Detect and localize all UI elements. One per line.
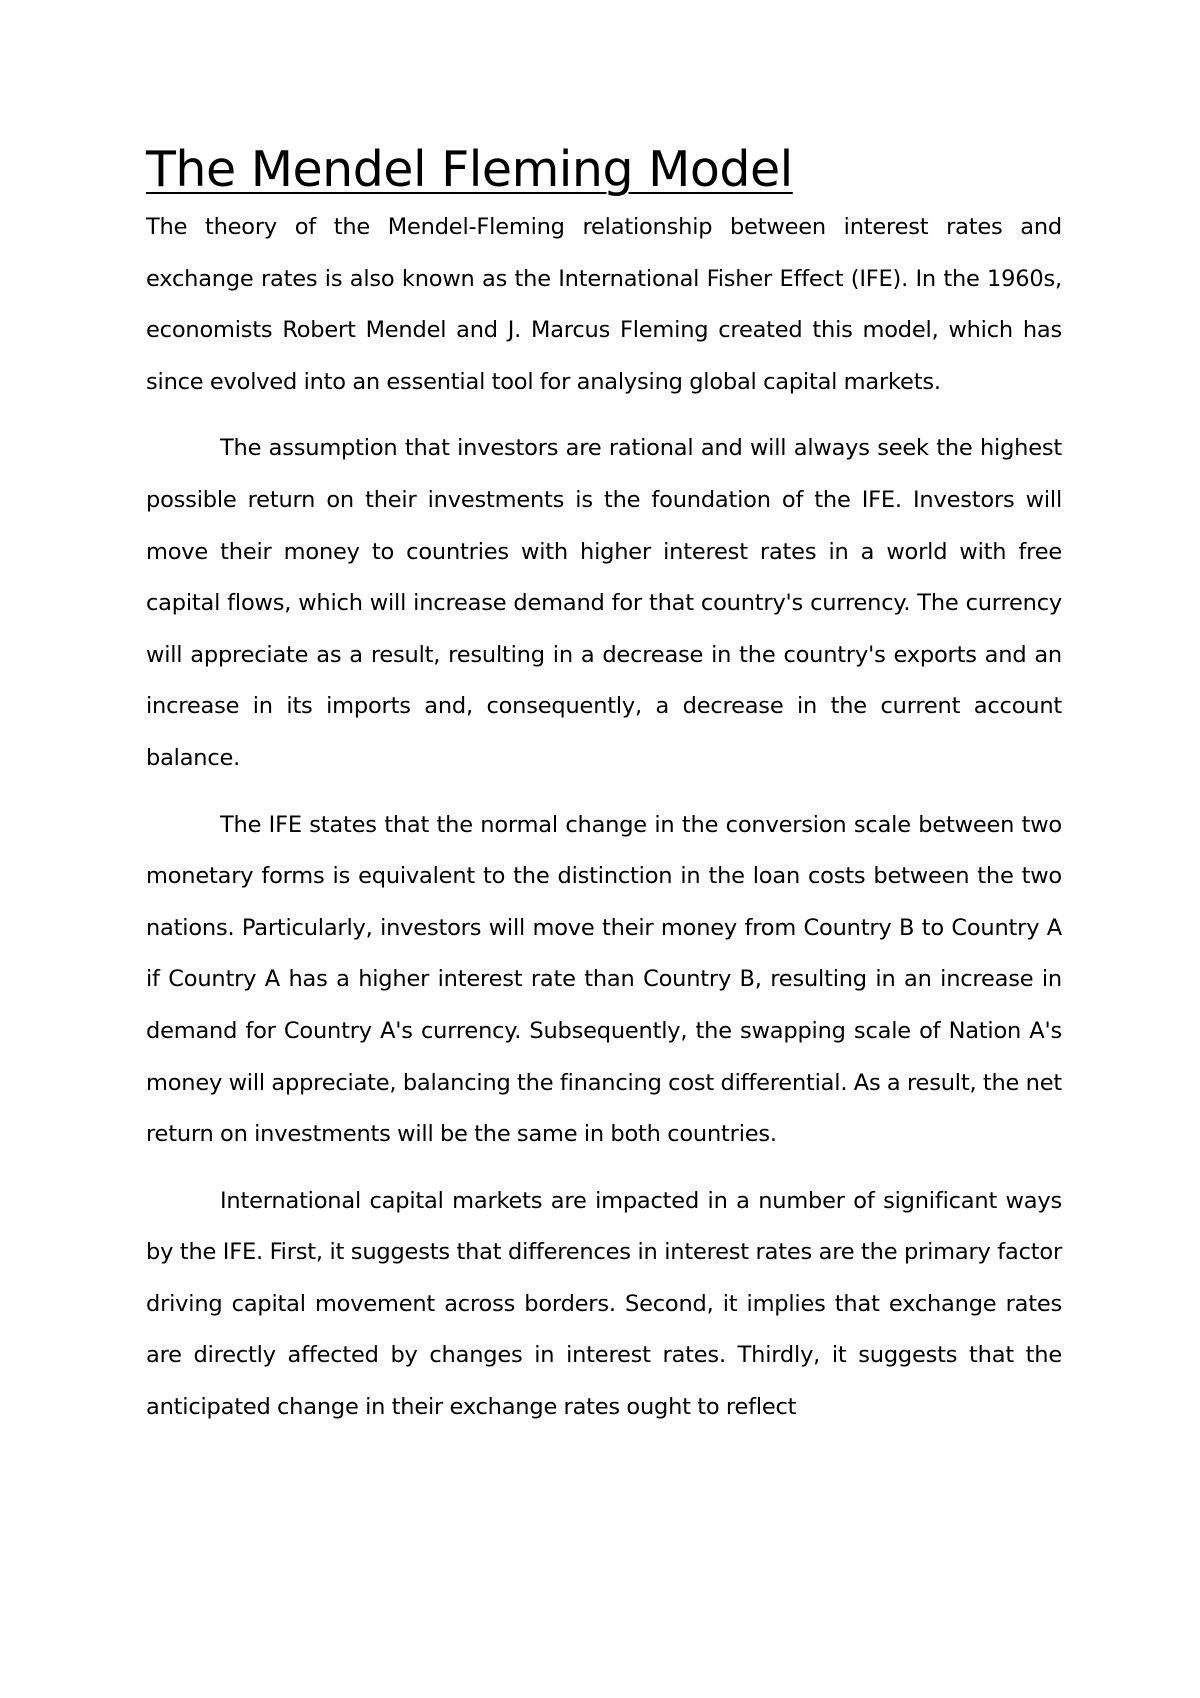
paragraph-2: The assumption that investors are rational and will always seek the highest possible return on their investments is the foundation of the IFE. Investors will move their money to countries with higher interest rates in a world with free capital flows, which will increase demand for that country's currency. The currency will appreciate as a result, resulting in a decrease in the country's exports and an increase in its imports and, consequently, a decrease in the current account balance. <box>146 435 1062 771</box>
document-body <box>146 138 1062 1434</box>
paragraph-1: The theory of the Mendel-Fleming relationship between interest rates and exchange rates is also known as the International Fisher Effect (IFE). In the 1960s, economists Robert Mendel and J. Marcus Fleming created this model, which has since evolved into an essential tool for analysing global capital markets. <box>146 214 1062 395</box>
paragraph-4: International capital markets are impacted in a number of significant ways by the IFE. First, it suggests that differences in interest rates are the primary factor driving capital movement across borders. Second, it implies that exchange rates are directly affected by changes in interest rates. Thirdly, it suggests that the anticipated change in their exchange rates ought to reflect <box>146 1187 1062 1421</box>
paragraph-3: The IFE states that the normal change in the conversion scale between two monetary forms is equivalent to the distinction in the loan costs between the two nations. Particularly, investors will move their money from Country B to Country A if Country A has a higher interest rate than Country B, resulting in an increase in demand for Country A's currency. Subsequently, the swapping scale of Nation A's money will appreciate, balancing the financing cost differential. As a result, the net return on investments will be the same in both countries. <box>146 811 1062 1148</box>
page-title: The Mendel Fleming Model <box>146 141 793 198</box>
